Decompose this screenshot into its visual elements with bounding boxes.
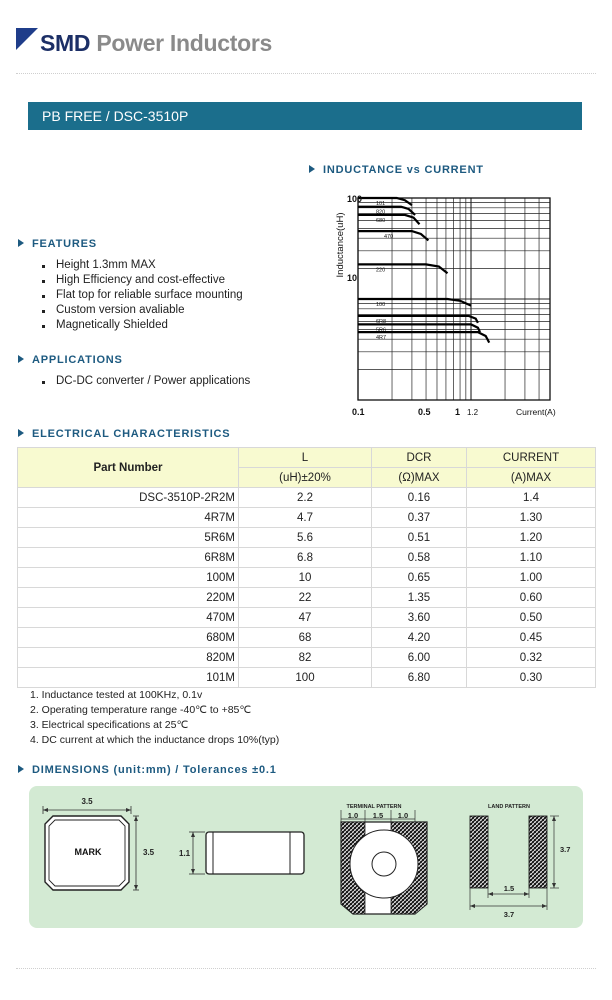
curve-100 — [358, 299, 471, 306]
chart-ylabel: Inductance(uH) — [335, 212, 346, 278]
cell-dcr: 6.80 — [372, 668, 467, 688]
curve-680 — [358, 215, 420, 224]
table-row — [18, 568, 596, 588]
features-list — [36, 258, 243, 333]
title-rest: Power Inductors — [96, 30, 273, 56]
header-current-unit: (A)MAX — [467, 468, 596, 488]
section-arrow-icon — [18, 765, 24, 773]
cell-dcr: 0.58 — [372, 548, 467, 568]
top-height-label: 3.5 — [143, 848, 155, 857]
cell-dcr: 1.35 — [372, 588, 467, 608]
cell-current: 0.60 — [467, 588, 596, 608]
title-bold: SMD — [40, 30, 91, 56]
x-tick-1: 1 — [455, 407, 461, 417]
chart-xlabel: Current(A) — [516, 407, 556, 417]
cell-l: 100 — [239, 668, 372, 688]
land-pattern-view — [470, 804, 570, 919]
cell-current: 1.10 — [467, 548, 596, 568]
cell-part: 220M — [18, 588, 239, 608]
table-row — [18, 668, 596, 688]
cell-dcr: 0.37 — [372, 508, 467, 528]
side-view — [179, 832, 304, 874]
chart-heading: INDUCTANCE vs CURRENT — [309, 164, 484, 176]
curve-label-680: 680 — [376, 217, 386, 224]
feature-item: Custom version avaliable — [36, 303, 243, 318]
features-heading: FEATURES — [18, 238, 97, 250]
side-height-label: 1.1 — [179, 849, 191, 858]
cell-part: 100M — [18, 568, 239, 588]
cell-l: 82 — [239, 648, 372, 668]
page-title — [40, 30, 272, 57]
mark-label: MARK — [74, 847, 102, 857]
cell-part: 101M — [18, 668, 239, 688]
x-tick-1.2: 1.2 — [467, 408, 479, 417]
inductance-chart — [330, 188, 560, 420]
feature-item: Flat top for reliable surface mounting — [36, 288, 243, 303]
terminal-dim-right: 1.0 — [397, 811, 409, 820]
cell-part: 820M — [18, 648, 239, 668]
section-arrow-icon — [18, 429, 24, 437]
table-row — [18, 528, 596, 548]
header-l-unit: (uH)±20% — [239, 468, 372, 488]
table-row — [18, 508, 596, 528]
cell-part: 5R6M — [18, 528, 239, 548]
x-tick-0.1: 0.1 — [352, 407, 365, 417]
y-tick-100: 100 — [347, 194, 363, 204]
feature-item: Height 1.3mm MAX — [36, 258, 243, 273]
header-divider — [16, 73, 596, 74]
cell-l: 6.8 — [239, 548, 372, 568]
header-dcr: DCR — [372, 448, 467, 468]
cell-dcr: 0.65 — [372, 568, 467, 588]
curve-label-820: 820 — [376, 209, 386, 216]
table-row — [18, 628, 596, 648]
cell-current: 1.00 — [467, 568, 596, 588]
section-arrow-icon — [18, 239, 24, 247]
cell-current: 0.45 — [467, 628, 596, 648]
curve-label-4R7: 4R7 — [376, 335, 387, 342]
cell-dcr: 3.60 — [372, 608, 467, 628]
terminal-title: TERMINAL PATTERN — [346, 804, 402, 810]
top-view — [43, 797, 155, 890]
cell-current: 1.4 — [467, 488, 596, 508]
dimensions-heading: DIMENSIONS (unit:mm) / Tolerances ±0.1 — [18, 764, 277, 776]
curve-label-220: 220 — [376, 267, 386, 274]
table-row — [18, 648, 596, 668]
x-tick-0.5: 0.5 — [418, 407, 431, 417]
cell-current: 0.50 — [467, 608, 596, 628]
cell-current: 1.20 — [467, 528, 596, 548]
land-title: LAND PATTERN — [488, 804, 530, 810]
cell-current: 0.30 — [467, 668, 596, 688]
note-item: 4. DC current at which the inductance drops 10%(typ) — [30, 734, 280, 746]
table-row — [18, 488, 596, 508]
feature-item: High Efficiency and cost-effective — [36, 273, 243, 288]
terminal-pattern-view — [341, 804, 427, 914]
cell-dcr: 0.16 — [372, 488, 467, 508]
cell-l: 47 — [239, 608, 372, 628]
section-arrow-icon — [18, 355, 24, 363]
land-width-label: 3.7 — [503, 910, 515, 919]
header-part-number: Part Number — [18, 448, 239, 488]
applications-list — [36, 374, 250, 389]
terminal-dim-left: 1.0 — [347, 811, 359, 820]
curve-label-101: 101 — [376, 201, 386, 207]
header-current: CURRENT — [467, 448, 596, 468]
header-dcr-unit: (Ω)MAX — [372, 468, 467, 488]
curve-label-5R6: 5R6 — [376, 327, 387, 334]
land-height-label: 3.7 — [560, 845, 571, 854]
applications-heading: APPLICATIONS — [18, 354, 123, 366]
note-item: 3. Electrical specifications at 25℃ — [30, 719, 189, 731]
dimensions-drawing — [29, 786, 583, 928]
table-row — [18, 608, 596, 628]
cell-l: 10 — [239, 568, 372, 588]
cell-l: 5.6 — [239, 528, 372, 548]
application-item: DC-DC converter / Power applications — [36, 374, 250, 389]
table-row — [18, 588, 596, 608]
curve-470 — [358, 231, 428, 240]
curve-label-100: 100 — [376, 302, 386, 308]
cell-l: 68 — [239, 628, 372, 648]
electrical-table — [17, 447, 596, 688]
cell-l: 4.7 — [239, 508, 372, 528]
header-l: L — [239, 448, 372, 468]
cell-part: DSC-3510P-2R2M — [18, 488, 239, 508]
cell-l: 22 — [239, 588, 372, 608]
electrical-notes — [30, 688, 279, 748]
cell-current: 0.32 — [467, 648, 596, 668]
chart-curves — [358, 198, 489, 343]
cell-l: 2.2 — [239, 488, 372, 508]
section-arrow-icon — [309, 165, 315, 173]
cell-dcr: 0.51 — [372, 528, 467, 548]
cell-part: 680M — [18, 628, 239, 648]
y-tick-10: 10 — [347, 273, 358, 283]
footer-divider — [16, 968, 596, 969]
table-row — [18, 548, 596, 568]
feature-item: Magnetically Shielded — [36, 318, 243, 333]
product-banner: PB FREE / DSC-3510P — [28, 102, 582, 130]
curve-label-6R8: 6R8 — [376, 318, 387, 325]
electrical-heading: ELECTRICAL CHARACTERISTICS — [18, 428, 230, 440]
cell-dcr: 6.00 — [372, 648, 467, 668]
cell-dcr: 4.20 — [372, 628, 467, 648]
header-logo-triangle — [16, 28, 38, 50]
note-item: 2. Operating temperature range -40℃ to +85℃ — [30, 704, 252, 716]
terminal-dim-mid: 1.5 — [372, 811, 384, 820]
land-gap-label: 1.5 — [503, 884, 515, 893]
cell-part: 6R8M — [18, 548, 239, 568]
note-item: 1. Inductance tested at 100KHz, 0.1v — [30, 689, 203, 701]
top-width-label: 3.5 — [81, 797, 93, 806]
cell-current: 1.30 — [467, 508, 596, 528]
cell-part: 470M — [18, 608, 239, 628]
curve-label-470: 470 — [384, 234, 394, 241]
table-header-row — [18, 448, 596, 468]
cell-part: 4R7M — [18, 508, 239, 528]
